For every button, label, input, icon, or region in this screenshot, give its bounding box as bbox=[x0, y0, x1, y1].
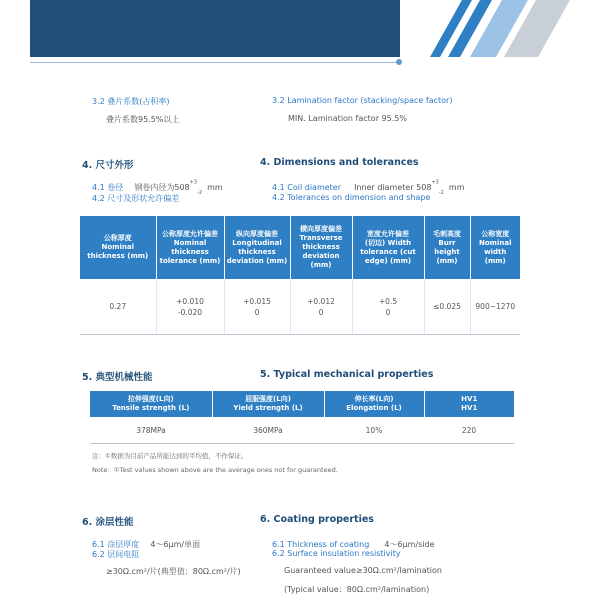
cell-tensile-strength: 378MPa bbox=[90, 417, 212, 444]
cell-value: 0.27 bbox=[109, 302, 127, 311]
header-banner bbox=[30, 0, 400, 57]
cn-coating-thickness-value: 4～6μm/单面 bbox=[150, 540, 201, 549]
cell-nominal-width bbox=[470, 279, 520, 335]
en-coil-value: Inner diameter 508 bbox=[354, 183, 432, 192]
header-burr-height bbox=[424, 216, 470, 279]
en-resistance-guaranteed: Guaranteed value≥30Ω.cm²/lamination bbox=[284, 566, 442, 575]
cn-coil-tolerance-lower: -2 bbox=[197, 190, 203, 197]
header-hardness bbox=[424, 391, 514, 417]
cn-resistance-value: ≥30Ω.cm²/片(典型值：80Ω.cm²/片) bbox=[106, 567, 241, 576]
mechanical-table-header-row bbox=[90, 391, 514, 417]
lamination-en-title: 3.2 Lamination factor (stacking/space factor) bbox=[272, 96, 453, 105]
cn-tolerance-title: 4.2 尺寸及形状允许偏差 bbox=[92, 194, 180, 203]
header-en: Burr height (mm) bbox=[434, 238, 460, 265]
en-coil-label: 4.1 Coil diameter bbox=[272, 183, 341, 192]
note-cn: 注：①数据为目前产品所能达到的平均值，不作保证。 bbox=[92, 452, 248, 460]
cell-value-upper: +0.015 bbox=[243, 296, 271, 306]
lamination-en-value: MIN. Lamination factor 95.5% bbox=[288, 114, 407, 123]
header-elongation bbox=[324, 391, 424, 417]
header-cn: 纵向厚度偏差 bbox=[236, 229, 278, 238]
header-nominal-width bbox=[470, 216, 520, 279]
cell-value-lower: 0 bbox=[385, 307, 391, 317]
cell-value-upper: +0.012 bbox=[307, 296, 335, 306]
coating-en-heading: 6. Coating properties bbox=[260, 514, 374, 525]
cn-coil-unit: mm bbox=[207, 183, 223, 192]
mechanical-en-heading: 5. Typical mechanical properties bbox=[260, 369, 434, 380]
cn-resistance-title: 6.2 层间电阻 bbox=[92, 550, 140, 559]
header-stripes bbox=[400, 0, 600, 57]
cn-coil-value: 钢卷内径为508 bbox=[134, 183, 190, 192]
en-tolerance-title: 4.2 Tolerances on dimension and shape bbox=[272, 193, 431, 202]
coating-cn-heading: 6. 涂层性能 bbox=[82, 517, 134, 528]
dimension-tolerance-table bbox=[80, 216, 520, 335]
note-en: Note：①Test values shown above are the average ones not for guaranteed. bbox=[92, 466, 338, 474]
dimensions-en-heading: 4. Dimensions and tolerances bbox=[260, 157, 419, 168]
cell-nominal-thickness bbox=[80, 279, 156, 335]
cn-coil-label: 4.1 卷径 bbox=[92, 183, 124, 192]
header-cn: 宽度允许偏差 bbox=[367, 229, 409, 238]
header-thickness-tolerance bbox=[156, 216, 224, 279]
cell-value-upper: +0.5 bbox=[378, 296, 398, 306]
en-resistance-typical: (Typical value：80Ω.cm²/lamination) bbox=[284, 585, 430, 594]
header-en: Longitudinal thickness deviation (mm) bbox=[226, 238, 288, 265]
header-en: HV1 bbox=[461, 404, 478, 412]
header-cn: 公称厚度允许偏差 bbox=[162, 229, 218, 238]
header-transverse-deviation bbox=[290, 216, 352, 279]
mechanical-cn-heading: 5. 典型机械性能 bbox=[82, 372, 153, 383]
table-row bbox=[80, 279, 520, 335]
header-tensile-strength bbox=[90, 391, 212, 417]
cell-value: ≤0.025 bbox=[433, 302, 461, 311]
cell-hardness: 220 bbox=[424, 417, 514, 444]
cell-width-tolerance bbox=[352, 279, 424, 335]
en-coil-tolerance-upper: +3 bbox=[431, 179, 439, 186]
cell-longitudinal-deviation bbox=[224, 279, 290, 335]
header-cn: 拉伸强度(L向) bbox=[127, 395, 174, 403]
dimensions-cn-heading: 4. 尺寸外形 bbox=[82, 160, 134, 171]
header-nominal-thickness bbox=[80, 216, 156, 279]
header-en: Tensile strength (L) bbox=[112, 404, 190, 412]
cell-yield-strength: 360MPa bbox=[212, 417, 324, 444]
en-coating-thickness-label: 6.1 Thickness of coating bbox=[272, 540, 370, 549]
header-en: Elongation (L) bbox=[346, 404, 402, 412]
table-row bbox=[90, 417, 514, 444]
header-en: Nominal thickness (mm) bbox=[87, 243, 149, 260]
cell-value-lower: 0 bbox=[254, 307, 260, 317]
header-en: Transverse thickness deviation (mm) bbox=[299, 234, 343, 269]
header-longitudinal-deviation bbox=[224, 216, 290, 279]
header-cn: 毛刺高度 bbox=[433, 229, 461, 238]
header-width-tolerance bbox=[352, 216, 424, 279]
cell-value-lower: -0.020 bbox=[177, 307, 203, 317]
header-cn: HV1 bbox=[461, 395, 478, 403]
cell-value-upper: +0.010 bbox=[176, 296, 204, 306]
header-divider-dot bbox=[396, 59, 402, 65]
cell-thickness-tolerance bbox=[156, 279, 224, 335]
en-coil-tolerance-lower: -2 bbox=[438, 190, 444, 197]
dimension-table-header-row bbox=[80, 216, 520, 279]
header-en: Nominal width (mm) bbox=[479, 238, 512, 265]
cell-transverse-deviation bbox=[290, 279, 352, 335]
header-divider bbox=[30, 62, 400, 63]
en-coil-unit: mm bbox=[448, 183, 465, 192]
en-coating-thickness-value: 4～6μm/side bbox=[384, 540, 435, 549]
header-en: Yield strength (L) bbox=[233, 404, 303, 412]
en-resistance-title: 6.2 Surface insulation resistivity bbox=[272, 549, 401, 558]
lamination-cn-value: 叠片系数95.5%以上 bbox=[106, 115, 180, 124]
header-cn: 伸长率(L向) bbox=[354, 395, 394, 403]
cn-coil-tolerance-upper: +3 bbox=[189, 179, 198, 186]
cell-value: 900~1270 bbox=[475, 302, 516, 311]
cell-elongation: 10% bbox=[324, 417, 424, 444]
cell-burr-height bbox=[424, 279, 470, 335]
header-en: (切边) Width tolerance (cut edge) (mm) bbox=[360, 238, 416, 265]
cell-value-lower: 0 bbox=[318, 307, 324, 317]
cn-coating-thickness-label: 6.1 涂层厚度 bbox=[92, 540, 140, 549]
header-yield-strength bbox=[212, 391, 324, 417]
header-cn: 屈服强度(L向) bbox=[245, 395, 291, 403]
header-cn: 公称厚度 bbox=[103, 234, 132, 242]
header-cn: 公称宽度 bbox=[481, 229, 510, 238]
lamination-cn-title: 3.2 叠片系数(占积率) bbox=[92, 97, 170, 106]
header-en: Nominal thickness tolerance (mm) bbox=[159, 238, 221, 265]
header-cn: 横向厚度偏差 bbox=[300, 225, 342, 233]
mechanical-properties-table bbox=[90, 391, 514, 444]
